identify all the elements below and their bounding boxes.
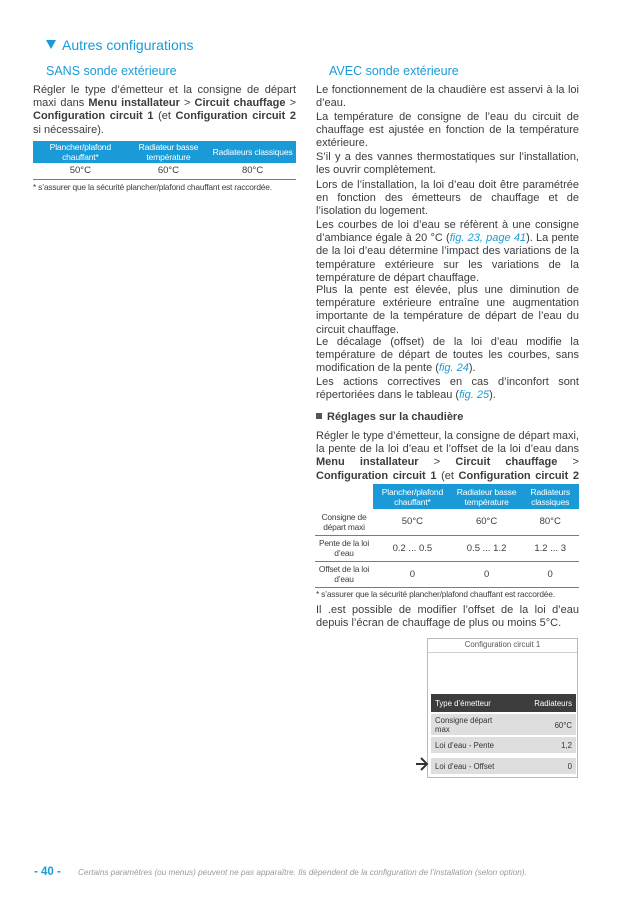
screen-item-value: Radiateurs [534,699,572,708]
right-paragraph-8: Les actions correctives en cas d’inconfort sont répertoriées dans le tableau (fig. 25). [316,376,579,402]
left-footnote: * s’assurer que la sécurité plancher/plafond chauffant est raccordée. [33,182,272,192]
table-row [315,561,579,587]
table-row [315,509,579,535]
right-paragraph-7: Le décalage (offset) de la loi d’eau modifie la température de départ de toutes les courbes, sans modification de la pente (fig. 24). [316,336,579,375]
right-paragraph-10: Il .est possible de modifier l’offset de la loi d’eau depuis l’écran de chauffage de plus ou moins 5°C. [316,604,579,630]
table-cell: 0.2 ... 0.5 [373,535,452,561]
table-cell: 0 [521,561,579,587]
table-cell: 1.2 ... 3 [521,535,579,561]
right-footnote: * s’assurer que la sécurité plancher/plafond chauffant est raccordée. [316,589,555,599]
right-paragraph-6: Plus la pente est élevée, plus une diminution de température extérieure entraîne une augmentation importante de la température de départ de l’eau du circuit chauffage. [316,284,579,336]
figure-link[interactable]: fig. 23, page 41 [449,232,527,245]
screen-title: Configuration circuit 1 [464,640,541,649]
table-row [315,535,579,561]
table-cell: 50°C [33,163,128,179]
left-intro-paragraph: Régler le type d’émetteur et la consigne de départ maxi dans Menu installateur > Circuit chauffage > Configuration circuit 1 (et Configuration circuit 2 si nécessaire). [33,84,297,136]
right-paragraph-9: Régler le type d’émetteur, la consigne de départ maxi, la pente de la loi d’eau et l’offset de la loi d’eau dans Menu installateur > Circuit chauffage > Configuration circuit 1 (et Configuration circuit 2 [316,430,580,482]
right-paragraph-5: Les courbes de loi d’eau se réfèrent à une consigne d’ambiance égale à 20 °C (fig. 23, page 41). La pente de la loi d’eau détermine l’impact des variations de la température extérieure sur les variations de la température de départ chauffage. [316,219,580,284]
screen-item-value: 1,2 [561,741,572,750]
table-cell: 50°C [373,509,452,535]
right-paragraph-1: Le fonctionnement de la chaudière est asservi à la loi d’eau. [316,84,579,110]
table-header-empty [315,484,373,509]
section-heading [46,37,194,53]
screen-menu-item-emitter[interactable] [431,694,576,712]
right-paragraph-3: S’il y a des vannes thermostatiques sur l’installation, les ouvrir complètement. [316,151,579,177]
figure-link[interactable]: fig. 25 [459,389,490,402]
subheading: Réglages sur la chaudière [316,411,579,424]
screen-item-label: Consigne départ max [435,716,493,734]
table-header-cell: Plancher/plafond chauffant* [373,484,452,509]
table-header-cell: Radiateur basse température [452,484,522,509]
right-paragraph-4: Lors de l’installation, la loi d’eau doit être paramétrée en fonction des émetteurs de chauffage et de l’isolation du logement. [316,179,579,218]
table-cell: 60°C [452,509,522,535]
triangle-down-icon [46,40,56,49]
page-number: - 40 - [34,866,61,878]
figure-link[interactable]: fig. 24 [438,362,469,375]
table-cell: 60°C [128,163,210,179]
section-title: Autres configurations [62,37,194,53]
right-column-title: AVEC sonde extérieure [329,64,459,78]
screen-item-value: 60°C [554,721,572,730]
screen-item-value: 0 [567,762,572,771]
table-header-row [33,141,296,163]
table-header-cell: Radiateurs classiques [521,484,579,509]
arrow-right-icon [415,755,429,773]
screen-menu-item-offset[interactable] [431,758,576,774]
square-bullet-icon [316,413,322,419]
screen-item-label: Loi d’eau - Offset [435,762,495,771]
right-settings-table [315,484,579,588]
screen-menu-item-slope[interactable] [431,737,576,753]
table-cell: 0.5 ... 1.2 [452,535,522,561]
screen-item-label: Type d’émetteur [435,699,491,708]
left-emitter-table [33,141,296,180]
table-cell: 80°C [521,509,579,535]
right-paragraph-2: La température de consigne de l’eau du circuit de chauffage est ajustée en fonction de la température extérieure. [316,111,579,150]
table-row [33,163,296,179]
row-label: Pente de la loi d’eau [315,535,373,561]
boiler-screen [427,638,578,778]
row-label: Offset de la loi d’eau [315,561,373,587]
table-cell: 80°C [209,163,296,179]
footer-note: Certains paramètres (ou menus) peuvent ne pas apparaître. Ils dépendent de la configuration de l’installation (selon option). [78,868,527,877]
screen-item-label: Loi d’eau - Pente [435,741,494,750]
table-header-cell: Radiateur basse température [128,141,210,163]
screen-divider [428,652,577,653]
table-cell: 0 [373,561,452,587]
screen-menu-item-max-setpoint[interactable] [431,714,576,735]
left-column-title: SANS sonde extérieure [46,64,177,78]
table-cell: 0 [452,561,522,587]
table-header-row [315,484,579,509]
table-header-cell: Radiateurs classiques [209,141,296,163]
table-header-cell: Plancher/plafond chauffant* [33,141,128,163]
row-label: Consigne de départ maxi [315,509,373,535]
